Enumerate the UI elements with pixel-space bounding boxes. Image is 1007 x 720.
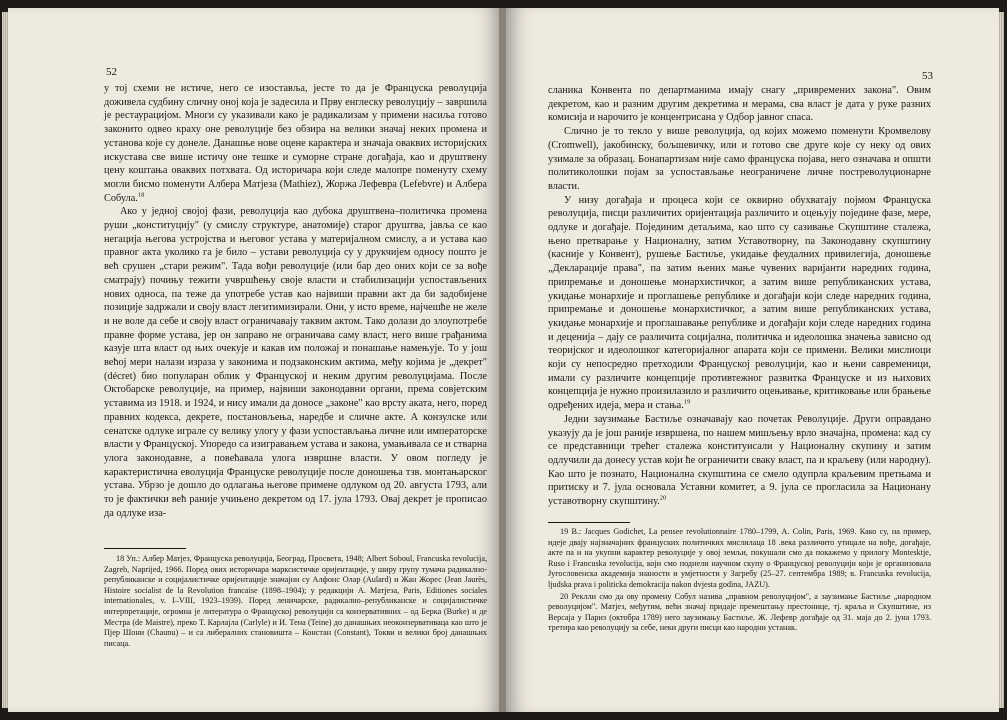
footnote: 18 Уп.: Албер Матјез, Француска револуција, Београд, Просвета, 1948; Albert Soboul, Francuska revolucija, Zagreb, Naprijed, 1966. Поред ових историчара марксистичке оријентације, у ширу групу тумача радикално-републиканске и социјалистичке оријентације значајни су Алфонс Олар (Aulard) и Жан Жорес (Jean Jaurès, Histoire socialist de la Revolution francaise (1898–1904); у редакцији А. Матјеза, Paris, Editiones sociales internationales, v. I–VIII, 1923–1939). Поред леничарске, радикално–републиканске и социјалистичке интерпретације, огромна је литература о Француској револуцији са конзервативних – од Берка (Burke) и де Местра (de Maistre), преко Т. Карлајла (Carlyle) и И. Тена (Teine) до данашњих неоконзервативаца као што је Пјер Шони (Chaunu) – и са либералних становишта – Констан (Constant), Токви и велики број данашњих писаца.	[104, 554, 487, 648]
footnote-rule	[104, 548, 186, 549]
paragraph: У низу догађаја и процеса који се оквирно обухватају појмом Француска револуција, писци различитих оријентација различито и оцењују поједине фазе, мере, одлуке и догађаје. Појединим детаљима, као што су сазивање Скупштине сталежа, њено претварање у Националну, затим Уставотворну, па Законодавну скупштину (касније у Конвент), рушење Бастиље, укидање феудалних привилегија, доношење „Декларације права", па затим њених мање чувених варијанти наредних година, припремање и доношење монархистичког, а затим више републиканских устава, укидање монархије и проглашење републике и догађаји који следе наредних година, припремање и доношење монархистичког, а затим више републиканских устава, укидање монархије и проглашавање републике и догађаји који следе наредних година и деценија – дају се различита социјална, политичка и идеолошка значења зависно од теоријског и идеолошког категоријалног апарата који се примени. Велики мислиоци који су непосредно претходили Француској револуцији, као и њени савременици, имали су различите концепције противтежног развитка Француске и из њихових концепција је нужно произилазило и различито оцењивање, критиковање или брањење одређених идеја, мера и стања.$^{19}$	[548, 194, 931, 412]
paragraph: Једни заузимање Бастиље означавају као почетак Револуције. Други оправдано указују да је још раније извршена, по нашем мишљењу врло значајна, промена: кад су се представници трећег сталежа конституисали у Националну скупину и затим одлучили да донесу устав који ће ограничити сваку власт, па и краљеву (или народну). Као што је познато, Национална скупштина се смело одупрла краљевим претњама и притиску и 7. јула основала Уставни комитет, а 9. јула се прогласила за Национану уставотворну скупштину.$^{20}$	[548, 413, 931, 508]
body-text	[548, 84, 931, 509]
paragraph: сланика Конвента по департманима имају снагу „привремених закона". Овим декретом, као и разним другим декретима и мерама, сва власт је дата у руке разних комисија и нарочито је концентрисана у Одбор јавног спаса.	[548, 85, 931, 124]
footnotes	[104, 554, 487, 650]
left-page	[8, 8, 501, 712]
paragraph: у тој схеми не истиче, него се изоставља, јесте то да је Француска револуција доживела судбину сличну оној која је задесила и Прву енглеску револуцију – завршила је рестаурацијом. Многи су указивали како је радикализам у примени насиља готово законито одвео краху оне револуције без обзира на велики значај неких промена и установа које су донеле. Данашње нове оцене карактера и значаја оваквих историјских искустава све више истичу оне тешке и суморне стране догађаја, као и друштвену цену коштања оваквих потхвата. Од историчара који следе малопре поменуту схему могли бисмо поменути Албера Матјеза (Mathiez), Жоржа Лефевра (Lefebvre) и Албера Собула.$^{18}$	[104, 83, 487, 204]
paragraph: Слично је то текло у више револуција, од којих можемо поменути Кромвелову (Cromwell), јакобинску, бољшевичку, или и готово све друге које су неку од ових узимале за образац. Бонапартизам није само француска појава, него означава и општи политиколошки појам за успостављање неограничене личне постреволуционарне власти.	[548, 126, 931, 192]
footnote: 19 В.: Jacques Godichet, La pensee revolutionnaire 1780–1799, A. Colin, Paris, 1969. Како су, на пример, идеје двају најзначајних француских политичких мислилаца 18 .века различито утицале на вође, догађаје, акте па и на укупни карактер револуције у овој земљи, покушали смо да покажемо у прилогу Montesktje, Ruso i Francuska revolucija, који смо поднели научном скупу о Француској револуцији који је организовала Југословенска академија знаности и умјетности у Загребу (25–27. септембра 1989; в. Francuska revolucija, ljudska prava i politicka demokracija nakon dvjesta godina, JAZU).	[548, 527, 931, 589]
right-page	[506, 8, 999, 712]
footnote-mark: 19	[683, 398, 691, 406]
footnotes	[548, 527, 931, 635]
footnote-mark: 20	[659, 494, 667, 502]
paragraph: Ако у једној својој фази, револуција као дубока друштвена–политичка промена руши „конституцију" (у смислу структуре, анатомије) старог друштва, јавља се као негација његова устројства и његовог устава у материјалном смислу, а и устава као правног акта уколико га је било – устави револуција су у друкчијем односу пошто је већ срушен „стари режим". Тада вођи револуције (или бар део оних који се за вође сматрају) почињу тежити учвршћењу своје власти и стабилизацији успостављених нових односа, па теже да употребе устав као највиши правни акт да би задобијене позиције задржали и своју власт легитимизирали. Они, у исто време, најчешће не желе и не воле да себе и своју власт ограничавају таквим актом. Тако долази до злоупотребе правне форме устава, јер он заправо не ограничава саму власт, него више грађанима казује шта власт од њих очекује и какав им положај и понашање намењује. То у још већој мери налази израза у законима и подзаконским актима, међу којима је „декрет" (décret) био популаран облик у Француској и неким другим револуцијама. После Октобарске револуције, на пример, највиши законодавни органи, према совјетским уставима из 1918. и 1924, и нису имали да доносе „законе" као врсту аката, него, поред правних кодекса, декрете, постановљења, наредбе и сличне акте. А конзулске или сенатске одлуке играле су велику улогу у фази успостављања личне или императорске власти у Француској. Упоредо са изигравањем устава и закона, умањивала се и стварна улога законодавне, а повећавала улога извршне власти. У овом погледу је карактеристична еволуција Француске револуције после доношења тзв. монтањарског устава. Убрзо је дошло до одлагања његове примене одлуком од 20. августа 1793, али то је фактички већ раније учињено декретом од 17. јула 1793. Овај декрет је прописао да одлуке иза-	[104, 206, 487, 519]
page-number: 53	[922, 70, 933, 82]
page-number: 52	[106, 66, 117, 78]
body-text	[104, 82, 487, 521]
footnote-rule	[548, 522, 630, 523]
footnote: 20 Реклли смо да ову промену Собул назива „правном револуцијом", а заузимање Бастиље „народном револуцијом". Матјез, међутим, већи значај придаје премештању престонице, тј. краља и Скупштине, из Версаја у Париз (октобра 1789) него заузимању Бастиље. Ж. Лефевр догађаје од 31. маја до 2. јуна 1793. третира као револуцију за себе, неки други писци као народни устанак.	[548, 591, 931, 633]
footnote-mark: 18	[137, 191, 145, 199]
